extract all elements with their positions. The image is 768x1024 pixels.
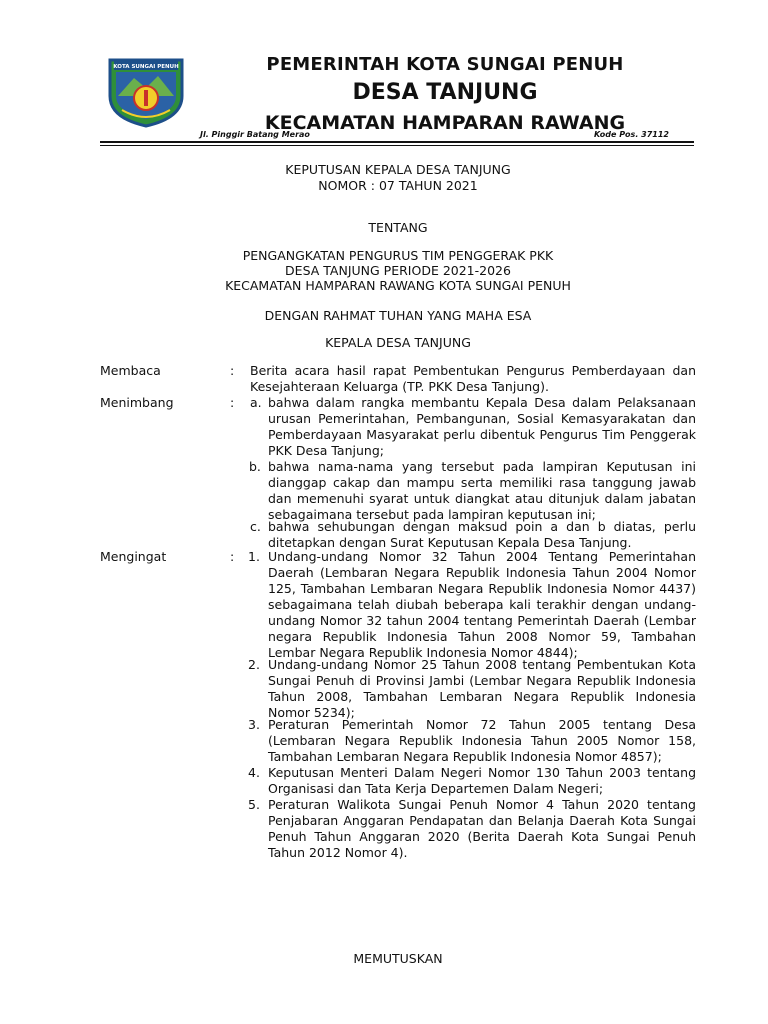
letterhead-government: PEMERINTAH KOTA SUNGAI PENUH [266,54,624,75]
mengingat-item-2-mark: 2. [248,657,260,672]
city-emblem-logo [104,52,188,128]
subject-line-3: KECAMATAN HAMPARAN RAWANG KOTA SUNGAI PENUH [225,278,571,293]
letterhead-postal-code: Kode Pos. 37112 [594,130,669,139]
mengingat-item-1-mark: 1. [248,549,260,564]
mengingat-item-4-text: Keputusan Menteri Dalam Negeri Nomor 130 Tahun 2003 tentang Organisasi dan Tata Kerja Departemen Dalam Negeri; [268,765,696,796]
emblem-text: KOTA SUNGAI PENUH [113,64,179,70]
membaca-text: Berita acara hasil rapat Pembentukan Pengurus Pemberdayaan dan Kesejahteraan Keluarga (TP. PKK Desa Tanjung). [250,363,696,394]
official-title: KEPALA DESA TANJUNG [325,335,471,350]
decision-about: TENTANG [368,220,428,235]
letterhead-rule-thick [100,141,694,143]
decision-closing: MEMUTUSKAN [353,951,443,966]
mengingat-label: Mengingat [100,549,167,564]
menimbang-item-a-text: bahwa dalam rangka membantu Kepala Desa dalam Pelaksanaan urusan Pemerintahan, Pembangunan, Sosial Kemasyarakatan dan Pemberdayaan Masyarakat perlu dibentuk Pengurus Tim Penggerak PKK Desa Tanjung; [268,395,696,458]
letterhead [200,52,690,138]
mengingat-item-4-mark: 4. [248,765,260,780]
blessing-line: DENGAN RAHMAT TUHAN YANG MAHA ESA [264,308,532,323]
mengingat-item-3-text: Peraturan Pemerintah Nomor 72 Tahun 2005 tentang Desa (Lembaran Negara Republik Indonesia Tahun 2005 Nomor 158, Tambahan Lembaran Negara Republik Indonesia Nomor 4857); [268,717,696,764]
mengingat-item-1-text: Undang-undang Nomor 32 Tahun 2004 Tentang Pemerintahan Daerah (Lembaran Negara Republik Indonesia Tahun 2004 Nomor 125, Tambahan Lembaran Negara Republik Indonesia Nomor 4437) sebagaimana telah diubah beberapa kali terakhir dengan undang-undang Nomor 32 tahun 2004 tentang Pemerintah Daerah (Lembar negara Republik Indonesia Tahun 2008 Nomor 59, Tambahan Lembar Negara Republik Indonesia Nomor 4844); [268,549,696,660]
letterhead-district: KECAMATAN HAMPARAN RAWANG [264,112,626,134]
menimbang-item-c-text: bahwa sehubungan dengan maksud poin a dan b diatas, perlu ditetapkan dengan Surat Keputusan Kepala Desa Tanjung. [268,519,696,550]
menimbang-item-c-mark: c. [250,519,261,534]
mengingat-item-5-mark: 5. [248,797,260,812]
menimbang-item-b-text: bahwa nama-nama yang tersebut pada lampiran Keputusan ini dianggap cakap dan mampu serta memiliki rasa tanggung jawab dan memenuhi syarat untuk diangkat atau ditunjuk dalam jabatan sebagaimana tersebut pada lampiran keputusan ini; [268,459,696,522]
membaca-label: Membaca [100,363,161,378]
subject-line-2: DESA TANJUNG PERIODE 2021-2026 [285,263,511,278]
subject-line-1: PENGANGKATAN PENGURUS TIM PENGGERAK PKK [242,248,554,263]
membaca-colon: : [230,363,235,378]
menimbang-item-b-mark: b. [249,459,261,474]
letterhead-village: DESA TANJUNG [352,80,538,105]
letterhead-rule-thin [100,145,694,146]
mengingat-item-3-mark: 3. [248,717,260,732]
letterhead-address: Jl. Pinggir Batang Merao [200,130,310,139]
menimbang-item-a-mark: a. [250,395,262,410]
decision-title: KEPUTUSAN KEPALA DESA TANJUNG [285,162,511,177]
mengingat-colon: : [230,549,235,564]
mengingat-item-5-text: Peraturan Walikota Sungai Penuh Nomor 4 Tahun 2020 tentang Penjabaran Anggaran Pendapatan dan Belanja Daerah Kota Sungai Penuh Tahun Anggaran 2020 (Berita Daerah Kota Sungai Penuh Tahun 2012 Nomor 4). [268,797,696,860]
mengingat-item-2-text: Undang-undang Nomor 25 Tahun 2008 tentang Pembentukan Kota Sungai Penuh di Provinsi Jambi (Lembar Negara Republik Indonesia Tahun 2008, Tambahan Lembaran Negara Republik Indonesia Nomor 5234); [268,657,696,720]
menimbang-label: Menimbang [100,395,174,410]
decision-number: NOMOR : 07 TAHUN 2021 [318,178,478,193]
menimbang-colon: : [230,395,235,410]
